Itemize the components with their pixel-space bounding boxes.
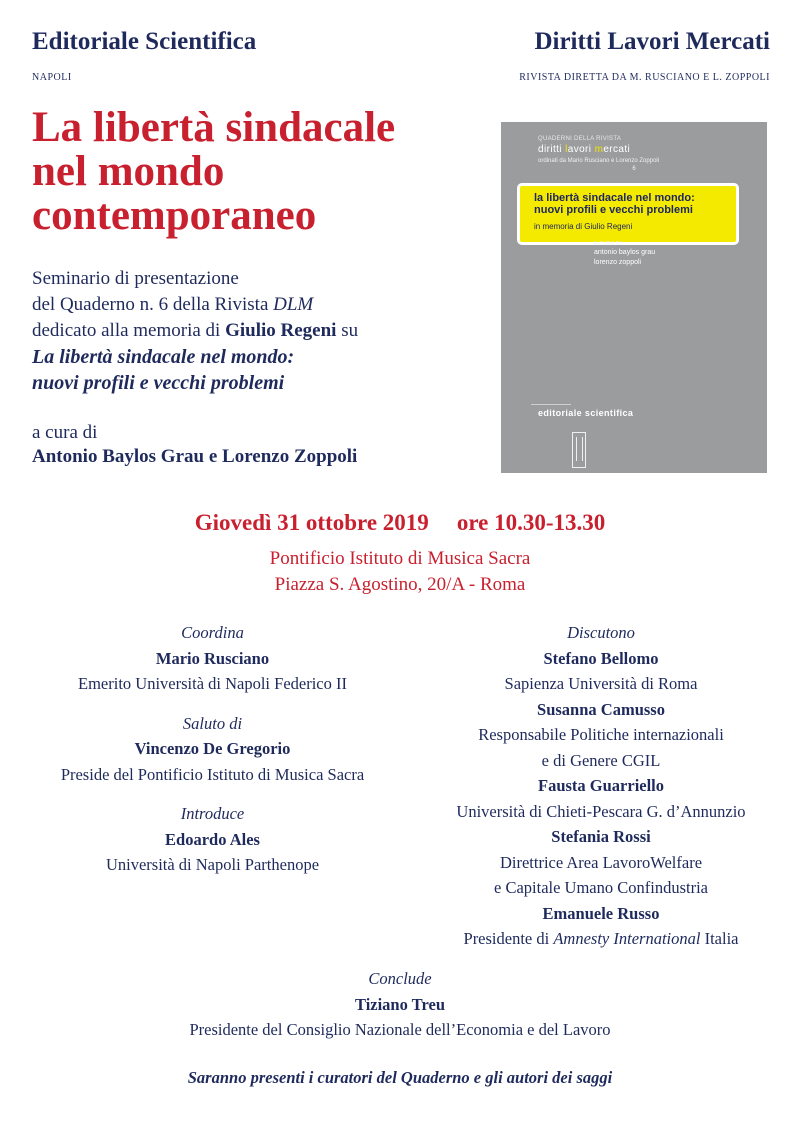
event-address: Piazza S. Agostino, 20/A - Roma — [274, 574, 526, 595]
speaker-name: Stefania Rossi — [551, 827, 651, 846]
curated-by-label: a cura di — [32, 422, 98, 443]
book-title-line-2: nuovi profili e vecchi problemi — [32, 372, 285, 394]
speaker-name: Vincenzo De Gregorio — [134, 739, 291, 758]
book-cover — [501, 122, 767, 473]
cover-publisher: editoriale scientifica — [538, 408, 634, 418]
seminar-line-1: Seminario di presentazione — [32, 268, 239, 289]
cover-brand — [538, 144, 630, 155]
cover-curated-by: A CURA DI — [594, 241, 622, 247]
conclusion-block — [0, 966, 800, 1043]
cover-brand-m: m — [594, 144, 604, 155]
speaker-name: Susanna Camusso — [537, 699, 665, 719]
event-date: Giovedì 31 ottobre 2019 — [194, 510, 429, 535]
speaker-affiliation: Università di Napoli Parthenope — [105, 855, 320, 874]
event-venue: Pontificio Istituto di Musica Sacra — [269, 548, 531, 569]
cover-title-band — [517, 183, 739, 245]
speaker-name: Stefano Bellomo — [543, 648, 659, 668]
role-label-introduce: Introduce — [180, 804, 245, 823]
speaker-name: Fausta Guarriello — [537, 776, 665, 795]
event-datetime — [0, 510, 800, 536]
seminar-line-3-suffix: su — [336, 320, 359, 341]
seminar-description — [32, 266, 472, 344]
speaker-affiliation-cont: e Capitale Umano Confindustria — [494, 878, 708, 897]
main-title-line-2: nel mondo — [32, 148, 225, 195]
speaker-affiliation-cont: e di Genere CGIL — [541, 750, 661, 770]
publisher-logo-icon — [572, 432, 586, 468]
logo-mark — [576, 437, 583, 461]
speaker-affiliation: Sapienza Università di Roma — [504, 674, 698, 693]
affiliation-prefix: Presidente di — [463, 929, 554, 948]
main-title-line-1: La libertà sindacale — [32, 104, 396, 151]
speaker-affiliation: Emerito Università di Napoli Federico II — [78, 674, 347, 693]
publisher-name: Editoriale Scientifica — [32, 28, 257, 55]
speaker-affiliation: Presidente del Consiglio Nazionale dell’Economia e del Lavoro — [189, 1020, 611, 1039]
journal-name: Diritti Lavori Mercati — [534, 28, 770, 55]
event-time: ore 10.30-13.30 — [456, 510, 606, 535]
seminar-line-3 — [32, 318, 472, 344]
main-title-line-3: contemporaneo — [32, 192, 317, 239]
footer-note: Saranno presenti i curatori del Quaderno e gli autori dei saggi — [187, 1068, 613, 1087]
cover-authors — [594, 248, 655, 268]
cover-title-line-2: nuovi profili e vecchi problemi — [534, 204, 693, 216]
editors: Antonio Baylos Grau e Lorenzo Zoppoli — [32, 446, 358, 467]
affiliation-org: Amnesty International — [553, 929, 701, 948]
program-left-column — [20, 620, 405, 878]
event-place — [0, 546, 800, 598]
speaker-name: Tiziano Treu — [354, 994, 445, 1014]
publisher-city: NAPOLI — [32, 72, 72, 83]
cover-title-line-1: la libertà sindacale nel mondo: — [534, 192, 695, 204]
cover-brand-iritti: iritti — [543, 144, 566, 155]
affiliation-suffix: Italia — [700, 929, 739, 948]
speaker-affiliation — [410, 926, 792, 952]
journal-abbrev: DLM — [273, 294, 314, 315]
memorial-name: Giulio Regeni — [225, 320, 337, 341]
role-label-saluto: Saluto di — [182, 713, 243, 733]
seminar-line-3-text: dedicato alla memoria di — [32, 320, 226, 341]
cover-brand-l: l — [565, 144, 568, 155]
cover-divider — [531, 404, 571, 405]
cover-dedication: in memoria di Giulio Regeni — [534, 222, 633, 231]
speaker-name: Emanuele Russo — [542, 903, 660, 923]
speaker-affiliation: Direttrice Area LavoroWelfare — [499, 852, 703, 872]
speaker-name: Mario Rusciano — [155, 648, 270, 668]
cover-author-1: antonio baylos grau — [594, 249, 656, 256]
cover-author-2: lorenzo zoppoli — [594, 259, 642, 266]
seminar-line-2-text: del Quaderno n. 6 della Rivista — [32, 294, 274, 315]
seminar-line-2 — [32, 292, 472, 318]
role-label-coordina: Coordina — [181, 623, 244, 642]
cover-series-editors: ordinati da Mario Rusciano e Lorenzo Zoppoli — [538, 158, 660, 164]
program-right-column — [410, 620, 792, 952]
role-label-conclude: Conclude — [368, 969, 432, 988]
speaker-affiliation: Preside del Pontificio Istituto di Musica Sacra — [60, 764, 365, 784]
speaker-name: Edoardo Ales — [165, 829, 260, 849]
cover-brand-d: d — [538, 144, 544, 155]
cover-brand-avori: avori — [567, 144, 595, 155]
role-label-discutono: Discutono — [567, 623, 635, 642]
cover-brand-ercati: ercati — [603, 144, 631, 155]
cover-title — [534, 192, 734, 216]
book-title — [32, 344, 294, 396]
speaker-affiliation: Responsabile Politiche internazionali — [478, 725, 724, 744]
main-title — [32, 106, 472, 238]
cover-series-label: QUADERNI DELLA RIVISTA — [538, 136, 622, 142]
book-title-line-1: La libertà sindacale nel mondo: — [32, 346, 295, 368]
speaker-affiliation: Università di Chieti-Pescara G. d’Annunzio — [456, 801, 746, 821]
journal-directors: RIVISTA DIRETTA DA M. RUSCIANO E L. ZOPPOLI — [519, 72, 770, 83]
cover-series-number: 6 — [632, 166, 636, 172]
